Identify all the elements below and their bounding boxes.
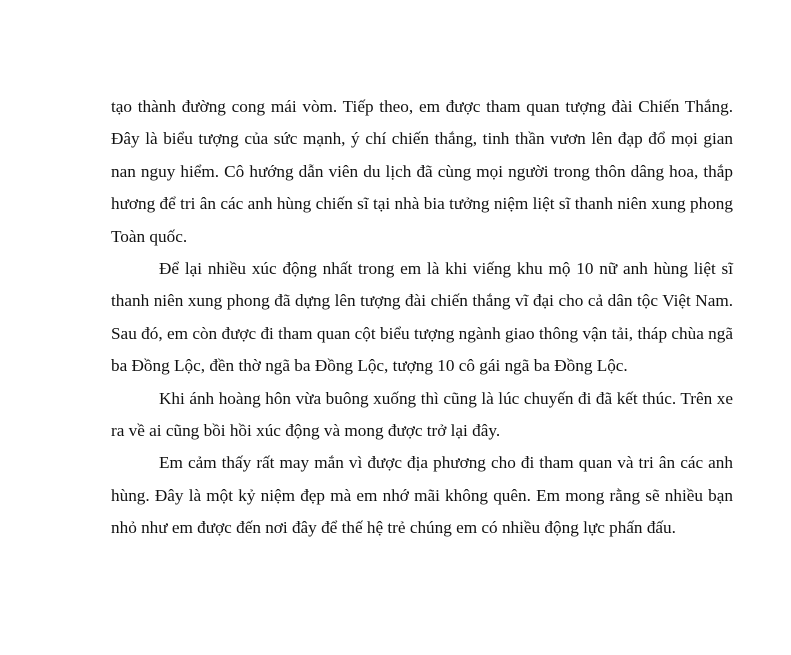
paragraph-4: Em cảm thấy rất may mắn vì được địa phương cho đi tham quan và tri ân các anh hùng. Đây là một kỷ niệm đẹp mà em nhớ mãi không quên. Em mong rằng sẽ nhiều bạn nhỏ như em được đến nơi đây để thế hệ trẻ chúng em có nhiều động lực phấn đấu. [111, 453, 733, 538]
paragraph-2: Để lại nhiều xúc động nhất trong em là khi viếng khu mộ 10 nữ anh hùng liệt sĩ thanh niên xung phong đã dựng lên tượng đài chiến thắng vĩ đại cho cả dân tộc Việt Nam. Sau đó, em còn được đi tham quan cột biểu tượng ngành giao thông vận tải, tháp chùa ngã ba Đồng Lộc, đền thờ ngã ba Đồng Lộc, tượng 10 cô gái ngã ba Đồng Lộc. [111, 259, 733, 376]
paragraph-1: tạo thành đường cong mái vòm. Tiếp theo, em được tham quan tượng đài Chiến Thắng. Đây là biểu tượng của sức mạnh, ý chí chiến thắng, tinh thần vươn lên đạp đổ mọi gian nan nguy hiểm. Cô hướng dẫn viên du lịch đã cùng mọi người trong thôn dâng hoa, thắp hương để tri ân các anh hùng chiến sĩ tại nhà bia tưởng niệm liệt sĩ thanh niên xung phong Toàn quốc. [111, 97, 733, 246]
document-page [111, 91, 733, 545]
paragraph-3: Khi ánh hoàng hôn vừa buông xuống thì cũng là lúc chuyến đi đã kết thúc. Trên xe ra về ai cũng bồi hồi xúc động và mong được trở lại đây. [111, 388, 733, 441]
